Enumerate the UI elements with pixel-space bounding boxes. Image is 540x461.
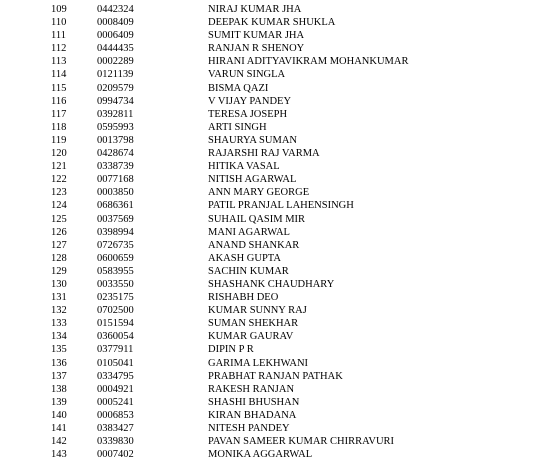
- list-item: [0, 16, 540, 29]
- candidate-name: PAVAN SAMEER KUMAR CHIRRAVURI: [208, 436, 395, 448]
- list-item: [0, 396, 540, 409]
- list-item: [0, 82, 540, 95]
- list-item: [0, 448, 540, 461]
- roll-number: 0002289: [97, 56, 134, 68]
- serial-number: 119: [51, 134, 67, 146]
- candidate-name: RAJARSHI RAJ VARMA: [208, 148, 320, 160]
- roll-number: 0008409: [97, 17, 134, 29]
- roll-number: 0339830: [97, 436, 134, 448]
- roll-number: 0442324: [97, 4, 134, 15]
- list-item: [0, 357, 540, 370]
- list-item: [0, 383, 540, 396]
- serial-number: 112: [51, 43, 67, 55]
- list-item: [0, 226, 540, 239]
- roll-number: 0013798: [97, 134, 134, 146]
- serial-number: 127: [51, 239, 67, 251]
- candidate-name: VARUN SINGLA: [208, 69, 286, 81]
- list-item: [0, 68, 540, 81]
- candidate-name: SUHAIL QASIM MIR: [208, 213, 306, 225]
- serial-number: 113: [51, 56, 67, 68]
- roll-number: 0686361: [97, 200, 134, 212]
- list-item: [0, 186, 540, 199]
- candidate-name: V VIJAY PANDEY: [208, 95, 292, 107]
- serial-number: 109: [51, 4, 67, 15]
- candidate-name: RANJAN R SHENOY: [208, 43, 305, 55]
- list-item: [0, 330, 540, 343]
- list-item: [0, 108, 540, 121]
- roll-number: 0392811: [97, 108, 134, 120]
- candidate-name: NITESH PANDEY: [208, 423, 290, 434]
- roll-number: 0033550: [97, 278, 134, 290]
- serial-number: 115: [51, 82, 67, 94]
- serial-number: 141: [51, 423, 67, 434]
- roll-number: 0007402: [97, 449, 134, 461]
- list-item: [0, 199, 540, 212]
- roll-number: 0121139: [97, 69, 134, 81]
- roll-number: 0006853: [97, 409, 134, 421]
- list-item: [0, 304, 540, 317]
- serial-number: 132: [51, 305, 67, 317]
- serial-number: 117: [51, 108, 67, 120]
- roll-number: 0338739: [97, 161, 134, 173]
- candidate-name: SHAURYA SUMAN: [208, 134, 297, 146]
- roll-number: 0003850: [97, 187, 134, 199]
- serial-number: 134: [51, 331, 67, 343]
- list-item: [0, 265, 540, 278]
- serial-number: 136: [51, 357, 67, 369]
- list-item: [0, 3, 540, 16]
- serial-number: 121: [51, 161, 67, 173]
- candidate-name: HITIKA VASAL: [208, 161, 280, 173]
- serial-number: 120: [51, 148, 67, 160]
- roll-number: 0583955: [97, 265, 134, 277]
- serial-number: 128: [51, 252, 67, 264]
- candidate-name: SUMIT KUMAR JHA: [208, 30, 305, 42]
- roll-number: 0006409: [97, 30, 134, 42]
- roll-number: 0004921: [97, 383, 134, 395]
- serial-number: 124: [51, 200, 67, 212]
- roll-number: 0994734: [97, 95, 134, 107]
- list-item: [0, 278, 540, 291]
- candidate-name: KUMAR GAURAV: [208, 331, 294, 343]
- roll-number: 0595993: [97, 121, 134, 133]
- candidate-name: RAKESH RANJAN: [208, 383, 295, 395]
- serial-number: 110: [51, 17, 67, 29]
- list-item: [0, 291, 540, 304]
- candidate-name: BISMA QAZI: [208, 82, 269, 94]
- candidate-name: PATIL PRANJAL LAHENSINGH: [208, 200, 354, 212]
- list-item: [0, 95, 540, 108]
- candidate-name: HIRANI ADITYAVIKRAM MOHANKUMAR: [208, 56, 409, 68]
- serial-number: 139: [51, 396, 67, 408]
- candidate-name: MONIKA AGGARWAL: [208, 449, 313, 461]
- list-item: [0, 409, 540, 422]
- roll-number: 0702500: [97, 305, 134, 317]
- serial-number: 133: [51, 318, 67, 330]
- roll-number: 0444435: [97, 43, 134, 55]
- list-item: [0, 213, 540, 226]
- serial-number: 131: [51, 292, 67, 304]
- candidate-name: ARTI SINGH: [208, 121, 267, 133]
- roll-number: 0105041: [97, 357, 134, 369]
- list-item: [0, 422, 540, 435]
- list-item: [0, 134, 540, 147]
- candidate-name: PRABHAT RANJAN PATHAK: [208, 370, 343, 382]
- candidate-name: DIPIN P R: [208, 344, 254, 356]
- result-list: [0, 3, 540, 461]
- candidate-name: TERESA JOSEPH: [208, 108, 288, 120]
- candidate-name: ANAND SHANKAR: [208, 239, 300, 251]
- list-item: [0, 370, 540, 383]
- serial-number: 130: [51, 278, 67, 290]
- candidate-name: GARIMA LEKHWANI: [208, 357, 309, 369]
- roll-number: 0334795: [97, 370, 134, 382]
- candidate-name: KUMAR SUNNY RAJ: [208, 305, 307, 317]
- list-item: [0, 160, 540, 173]
- roll-number: 0377911: [97, 344, 134, 356]
- list-item: [0, 343, 540, 356]
- roll-number: 0383427: [97, 423, 134, 434]
- candidate-name: AKASH GUPTA: [208, 252, 281, 264]
- candidate-name: RISHABH DEO: [208, 292, 279, 304]
- list-item: [0, 435, 540, 448]
- serial-number: 135: [51, 344, 67, 356]
- list-item: [0, 42, 540, 55]
- serial-number: 111: [51, 30, 66, 42]
- roll-number: 0398994: [97, 226, 134, 238]
- roll-number: 0360054: [97, 331, 134, 343]
- candidate-name: MANI AGARWAL: [208, 226, 290, 238]
- candidate-name: SHASHI BHUSHAN: [208, 396, 300, 408]
- roll-number: 0600659: [97, 252, 134, 264]
- roll-number: 0209579: [97, 82, 134, 94]
- list-item: [0, 147, 540, 160]
- serial-number: 122: [51, 174, 67, 186]
- serial-number: 116: [51, 95, 67, 107]
- serial-number: 140: [51, 409, 67, 421]
- candidate-name: KIRAN BHADANA: [208, 409, 297, 421]
- list-item: [0, 121, 540, 134]
- candidate-name: DEEPAK KUMAR SHUKLA: [208, 17, 336, 29]
- serial-number: 126: [51, 226, 67, 238]
- candidate-name: ANN MARY GEORGE: [208, 187, 310, 199]
- roll-number: 0726735: [97, 239, 134, 251]
- serial-number: 143: [51, 449, 67, 461]
- list-item: [0, 29, 540, 42]
- serial-number: 125: [51, 213, 67, 225]
- serial-number: 123: [51, 187, 67, 199]
- serial-number: 137: [51, 370, 67, 382]
- list-item: [0, 55, 540, 68]
- list-item: [0, 317, 540, 330]
- candidate-name: SACHIN KUMAR: [208, 265, 289, 277]
- candidate-name: SUMAN SHEKHAR: [208, 318, 299, 330]
- list-item: [0, 239, 540, 252]
- serial-number: 142: [51, 436, 67, 448]
- serial-number: 118: [51, 121, 67, 133]
- roll-number: 0151594: [97, 318, 134, 330]
- serial-number: 138: [51, 383, 67, 395]
- roll-number: 0235175: [97, 292, 134, 304]
- list-item: [0, 173, 540, 186]
- serial-number: 114: [51, 69, 67, 81]
- roll-number: 0005241: [97, 396, 134, 408]
- candidate-name: NIRAJ KUMAR JHA: [208, 4, 302, 15]
- serial-number: 129: [51, 265, 67, 277]
- candidate-name: NITISH AGARWAL: [208, 174, 297, 186]
- roll-number: 0037569: [97, 213, 134, 225]
- candidate-name: SHASHANK CHAUDHARY: [208, 278, 335, 290]
- roll-number: 0077168: [97, 174, 134, 186]
- roll-number: 0428674: [97, 148, 134, 160]
- list-item: [0, 252, 540, 265]
